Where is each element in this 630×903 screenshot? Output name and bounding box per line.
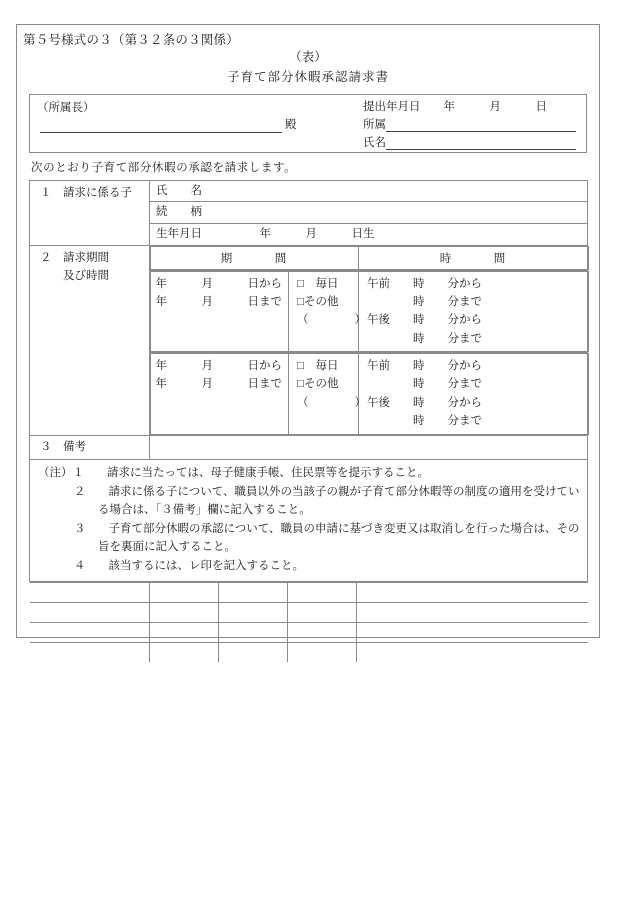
notes-prefix: （注）	[38, 466, 73, 479]
child-relation-label: 続 柄	[156, 206, 202, 219]
note-1-line-1: 請求に当たっては、母子健康手帳、住民票等を提示すること。	[107, 466, 429, 479]
note-3-line-2: 旨を裏面に記入すること。	[98, 541, 236, 554]
note-1-number: １	[72, 466, 84, 479]
affiliation-row	[363, 116, 576, 132]
section3-label: ３ 備考	[40, 440, 86, 453]
note-2-line-1: 請求に係る子について、職員以外の当該子の親が子育て部分休暇等の制度の適用を受けてい	[108, 485, 580, 498]
footer-cell[interactable]	[150, 582, 219, 602]
section1-label: １ 請求に係る子	[40, 186, 132, 199]
table-row	[30, 581, 588, 662]
block2-time-cell[interactable]	[359, 354, 589, 435]
footer-cell[interactable]	[357, 642, 588, 662]
block2-time-line-4: 時 分まで	[367, 415, 482, 428]
note-2-continuation	[38, 501, 581, 520]
affiliation-input-line[interactable]	[386, 118, 576, 132]
period-header-label: 期 間	[220, 252, 289, 265]
note-item-1	[38, 464, 581, 483]
child-name-cell[interactable]	[150, 180, 588, 202]
applicant-header-box	[29, 94, 587, 153]
submission-date-label: 提出年月日 年 月 日	[363, 100, 547, 113]
time-header-cell	[359, 246, 589, 269]
name-input-line[interactable]	[386, 136, 576, 150]
note-3-continuation	[38, 538, 581, 557]
block2-date-to: 年 月 日まで	[155, 378, 282, 391]
section3-label-cell	[30, 435, 150, 459]
section2-block-2-grid	[150, 353, 589, 435]
block2-date-cell[interactable]	[151, 354, 289, 435]
notes-cell	[30, 459, 588, 581]
side-label: （表）	[289, 50, 327, 64]
footer-cell[interactable]	[357, 622, 588, 642]
addressee-input-line[interactable]	[40, 116, 282, 133]
name-label: 氏名	[363, 136, 386, 149]
notes-block	[30, 460, 587, 581]
section2-header-grid	[150, 246, 589, 270]
section3-value	[150, 436, 587, 442]
block2-time-line-1: 午前 時 分から	[367, 360, 482, 373]
footer-cell[interactable]	[288, 602, 357, 622]
page-title: 子育て部分休暇承認請求書	[226, 69, 389, 84]
child-birthdate-value: 年 月 日生	[202, 227, 375, 240]
section2-header-row	[150, 245, 588, 270]
footer-cell[interactable]	[30, 642, 150, 662]
block2-time-line-2: 時 分まで	[367, 378, 482, 391]
note-2-line-2: る場合は、「３備考」欄に記入すること。	[98, 504, 311, 517]
dono-label: 殿	[285, 118, 297, 131]
form-page-frame	[16, 24, 600, 638]
note-3-line-1: 子育て部分休暇の承認について、職員の申請に基づき変更又は取消しを行った場合は、その	[108, 522, 580, 535]
block1-time-line-4: 時 分まで	[367, 332, 482, 345]
footer-cell[interactable]	[288, 622, 357, 642]
form-number: 第５号様式の３（第３２条の３関係）	[23, 33, 239, 47]
footer-cell[interactable]	[288, 582, 357, 602]
note-item-3	[38, 520, 581, 539]
block2-time-lines	[359, 354, 588, 434]
note-4-number: ４	[74, 560, 86, 573]
block1-time-line-3: 午後 時 分から	[367, 314, 482, 327]
name-row	[363, 134, 576, 150]
block1-time-line-2: 時 分まで	[367, 295, 482, 308]
footer-grid-cell	[30, 581, 588, 662]
block1-checkbox-cell[interactable]	[289, 271, 366, 352]
footer-cell[interactable]	[219, 602, 288, 622]
block2-other-paren[interactable]: （ ）	[297, 396, 366, 409]
section2-label-line1: ２ 請求期間	[40, 251, 109, 264]
affiliation-label: 所属	[363, 118, 386, 131]
table-row	[30, 245, 588, 270]
footer-cell[interactable]	[288, 642, 357, 662]
child-birthdate-label	[150, 224, 587, 245]
block2-check-other[interactable]: □その他	[297, 378, 339, 391]
section2-block-1	[150, 270, 588, 353]
block1-date-cell[interactable]	[151, 271, 289, 352]
note-2-number: ２	[74, 485, 86, 498]
table-row	[30, 602, 588, 622]
block1-date-from: 年 月 日から	[155, 277, 282, 290]
block2-check-lines	[289, 354, 366, 434]
section2-block-1-grid	[150, 271, 589, 353]
section1-label-cell	[30, 180, 150, 245]
section2-label	[30, 246, 149, 289]
footer-grid	[30, 582, 588, 662]
block2-time-line-3: 午後 時 分から	[367, 396, 482, 409]
main-form-table	[29, 180, 588, 662]
block2-check-daily[interactable]: □ 毎日	[297, 360, 339, 373]
table-row	[30, 435, 588, 459]
child-name-label: 氏 名	[156, 184, 202, 197]
footer-cell[interactable]	[150, 622, 219, 642]
block1-check-other[interactable]: □その他	[297, 295, 339, 308]
block1-check-daily[interactable]: □ 毎日	[297, 277, 339, 290]
block1-time-lines	[359, 272, 588, 352]
addressee-label: （所属長）	[37, 101, 95, 114]
note-3-number: ３	[74, 522, 86, 535]
child-birthdate-cell[interactable]	[150, 223, 588, 245]
block1-check-lines	[289, 272, 366, 352]
block1-date-lines	[151, 272, 288, 352]
footer-cell[interactable]	[150, 642, 219, 662]
table-row	[30, 642, 588, 662]
period-header-cell	[151, 246, 359, 269]
block1-time-line-1: 午前 時 分から	[367, 277, 482, 290]
footer-cell[interactable]	[30, 622, 150, 642]
footer-cell[interactable]	[219, 622, 288, 642]
block1-date-to: 年 月 日まで	[155, 295, 282, 308]
note-item-4	[38, 557, 581, 576]
footer-cell[interactable]	[357, 582, 588, 602]
child-birthdate-text: 生年月日	[156, 227, 202, 240]
block1-time-cell[interactable]	[359, 271, 589, 352]
table-row	[30, 180, 588, 202]
section2-label-line2: 及び時間	[40, 269, 109, 282]
block1-other-paren[interactable]: （ ）	[297, 314, 366, 327]
time-header-label: 時 間	[439, 252, 508, 265]
table-row	[30, 459, 588, 581]
footer-cell[interactable]	[150, 602, 219, 622]
footer-cell[interactable]	[30, 602, 150, 622]
footer-cell[interactable]	[30, 582, 150, 602]
request-statement: 次のとおり子育て部分休暇の承認を請求します。	[31, 161, 297, 174]
section2-block-2	[150, 353, 588, 436]
note-4-line-1: 該当するには、レ印を記入すること。	[108, 560, 304, 573]
section2-label-cell	[30, 245, 150, 435]
footer-cell[interactable]	[219, 642, 288, 662]
note-item-2	[38, 483, 581, 502]
table-row	[30, 622, 588, 642]
block2-checkbox-cell[interactable]	[289, 354, 366, 435]
block2-date-lines	[151, 354, 288, 434]
footer-cell[interactable]	[357, 602, 588, 622]
table-row	[30, 582, 588, 602]
section3-value-cell[interactable]	[150, 435, 588, 459]
block2-date-from: 年 月 日から	[155, 360, 282, 373]
footer-cell[interactable]	[219, 582, 288, 602]
child-relation-cell[interactable]	[150, 202, 588, 224]
